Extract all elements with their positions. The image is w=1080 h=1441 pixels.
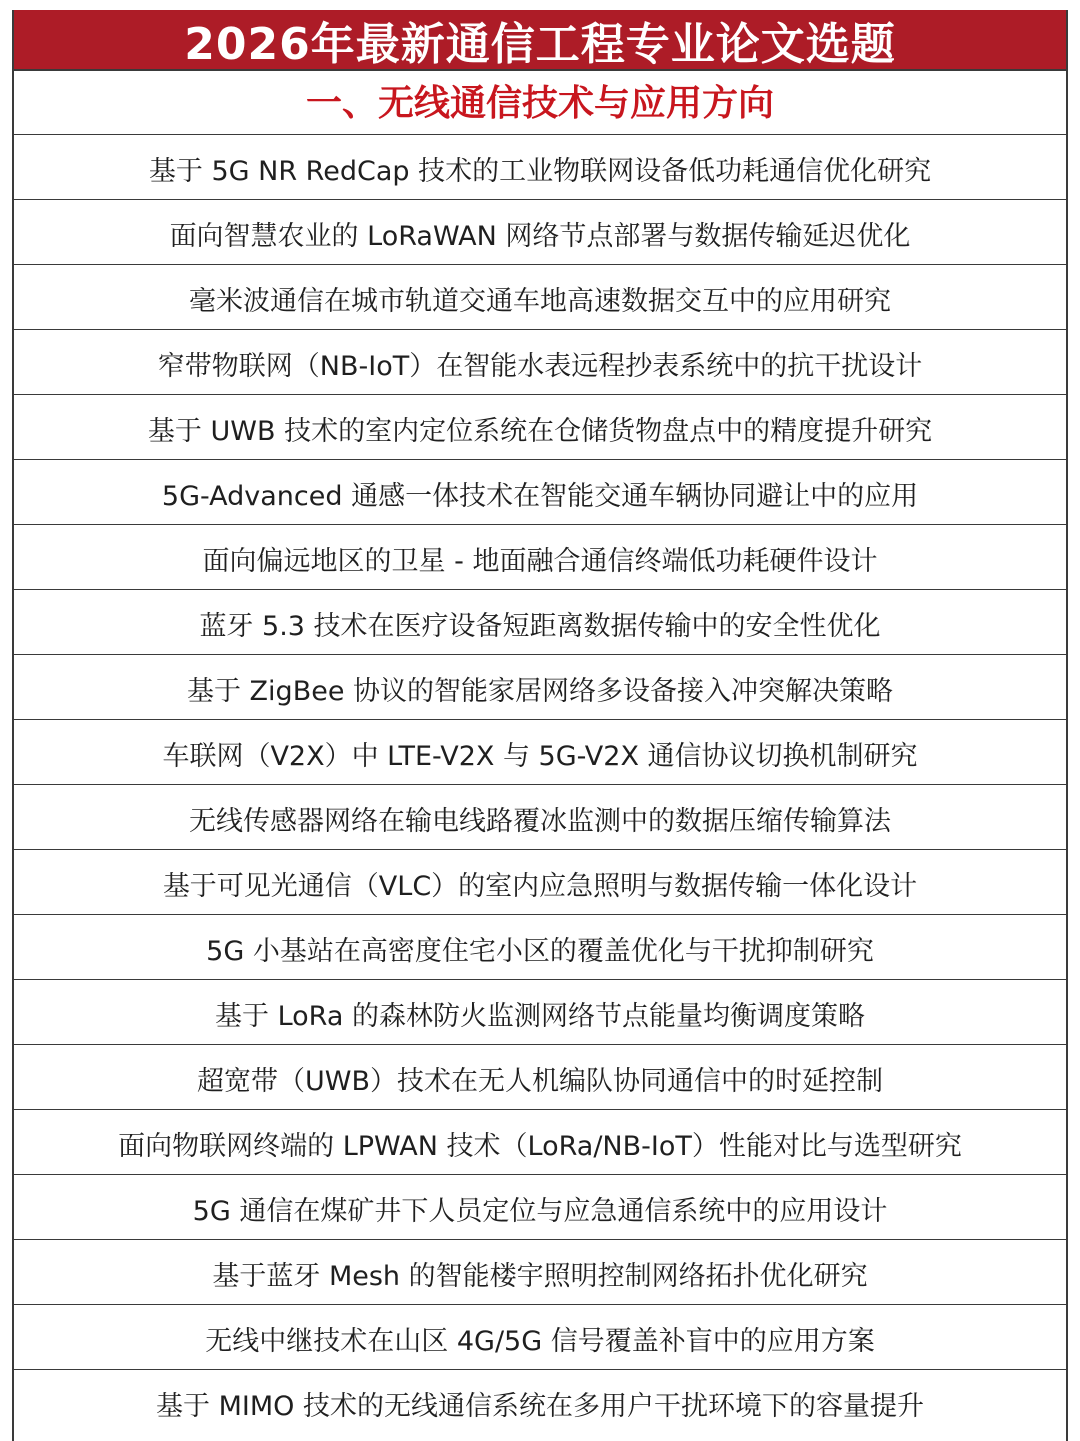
topic-row: 超宽带（UWB）技术在无人机编队协同通信中的时延控制 <box>14 1045 1066 1110</box>
topic-row: 无线传感器网络在输电线路覆冰监测中的数据压缩传输算法 <box>14 785 1066 850</box>
topic-row: 面向智慧农业的 LoRaWAN 网络节点部署与数据传输延迟优化 <box>14 200 1066 265</box>
topic-row: 基于蓝牙 Mesh 的智能楼宇照明控制网络拓扑优化研究 <box>14 1240 1066 1305</box>
topic-row: 基于 UWB 技术的室内定位系统在仓储货物盘点中的精度提升研究 <box>14 395 1066 460</box>
page-title: 2026年最新通信工程专业论文选题 <box>14 10 1066 71</box>
topic-list <box>14 135 1066 1435</box>
topic-row: 基于 LoRa 的森林防火监测网络节点能量均衡调度策略 <box>14 980 1066 1045</box>
topic-row: 面向偏远地区的卫星 - 地面融合通信终端低功耗硬件设计 <box>14 525 1066 590</box>
topic-row: 窄带物联网（NB-IoT）在智能水表远程抄表系统中的抗干扰设计 <box>14 330 1066 395</box>
topic-row: 车联网（V2X）中 LTE-V2X 与 5G-V2X 通信协议切换机制研究 <box>14 720 1066 785</box>
topic-row: 5G 通信在煤矿井下人员定位与应急通信系统中的应用设计 <box>14 1175 1066 1240</box>
section-heading: 一、无线通信技术与应用方向 <box>14 71 1066 135</box>
topic-row: 毫米波通信在城市轨道交通车地高速数据交互中的应用研究 <box>14 265 1066 330</box>
topic-table <box>12 10 1068 1441</box>
topic-row: 基于 ZigBee 协议的智能家居网络多设备接入冲突解决策略 <box>14 655 1066 720</box>
topic-row: 蓝牙 5.3 技术在医疗设备短距离数据传输中的安全性优化 <box>14 590 1066 655</box>
topic-row: 面向物联网终端的 LPWAN 技术（LoRa/NB-IoT）性能对比与选型研究 <box>14 1110 1066 1175</box>
topic-row: 基于可见光通信（VLC）的室内应急照明与数据传输一体化设计 <box>14 850 1066 915</box>
topic-row: 基于 MIMO 技术的无线通信系统在多用户干扰环境下的容量提升 <box>156 1391 924 1422</box>
topic-row: 无线中继技术在山区 4G/5G 信号覆盖补盲中的应用方案 <box>14 1305 1066 1370</box>
topic-row: 5G-Advanced 通感一体技术在智能交通车辆协同避让中的应用 <box>14 460 1066 525</box>
topic-row: 5G 小基站在高密度住宅小区的覆盖优化与干扰抑制研究 <box>14 915 1066 980</box>
topic-row: 基于 5G NR RedCap 技术的工业物联网设备低功耗通信优化研究 <box>14 135 1066 200</box>
